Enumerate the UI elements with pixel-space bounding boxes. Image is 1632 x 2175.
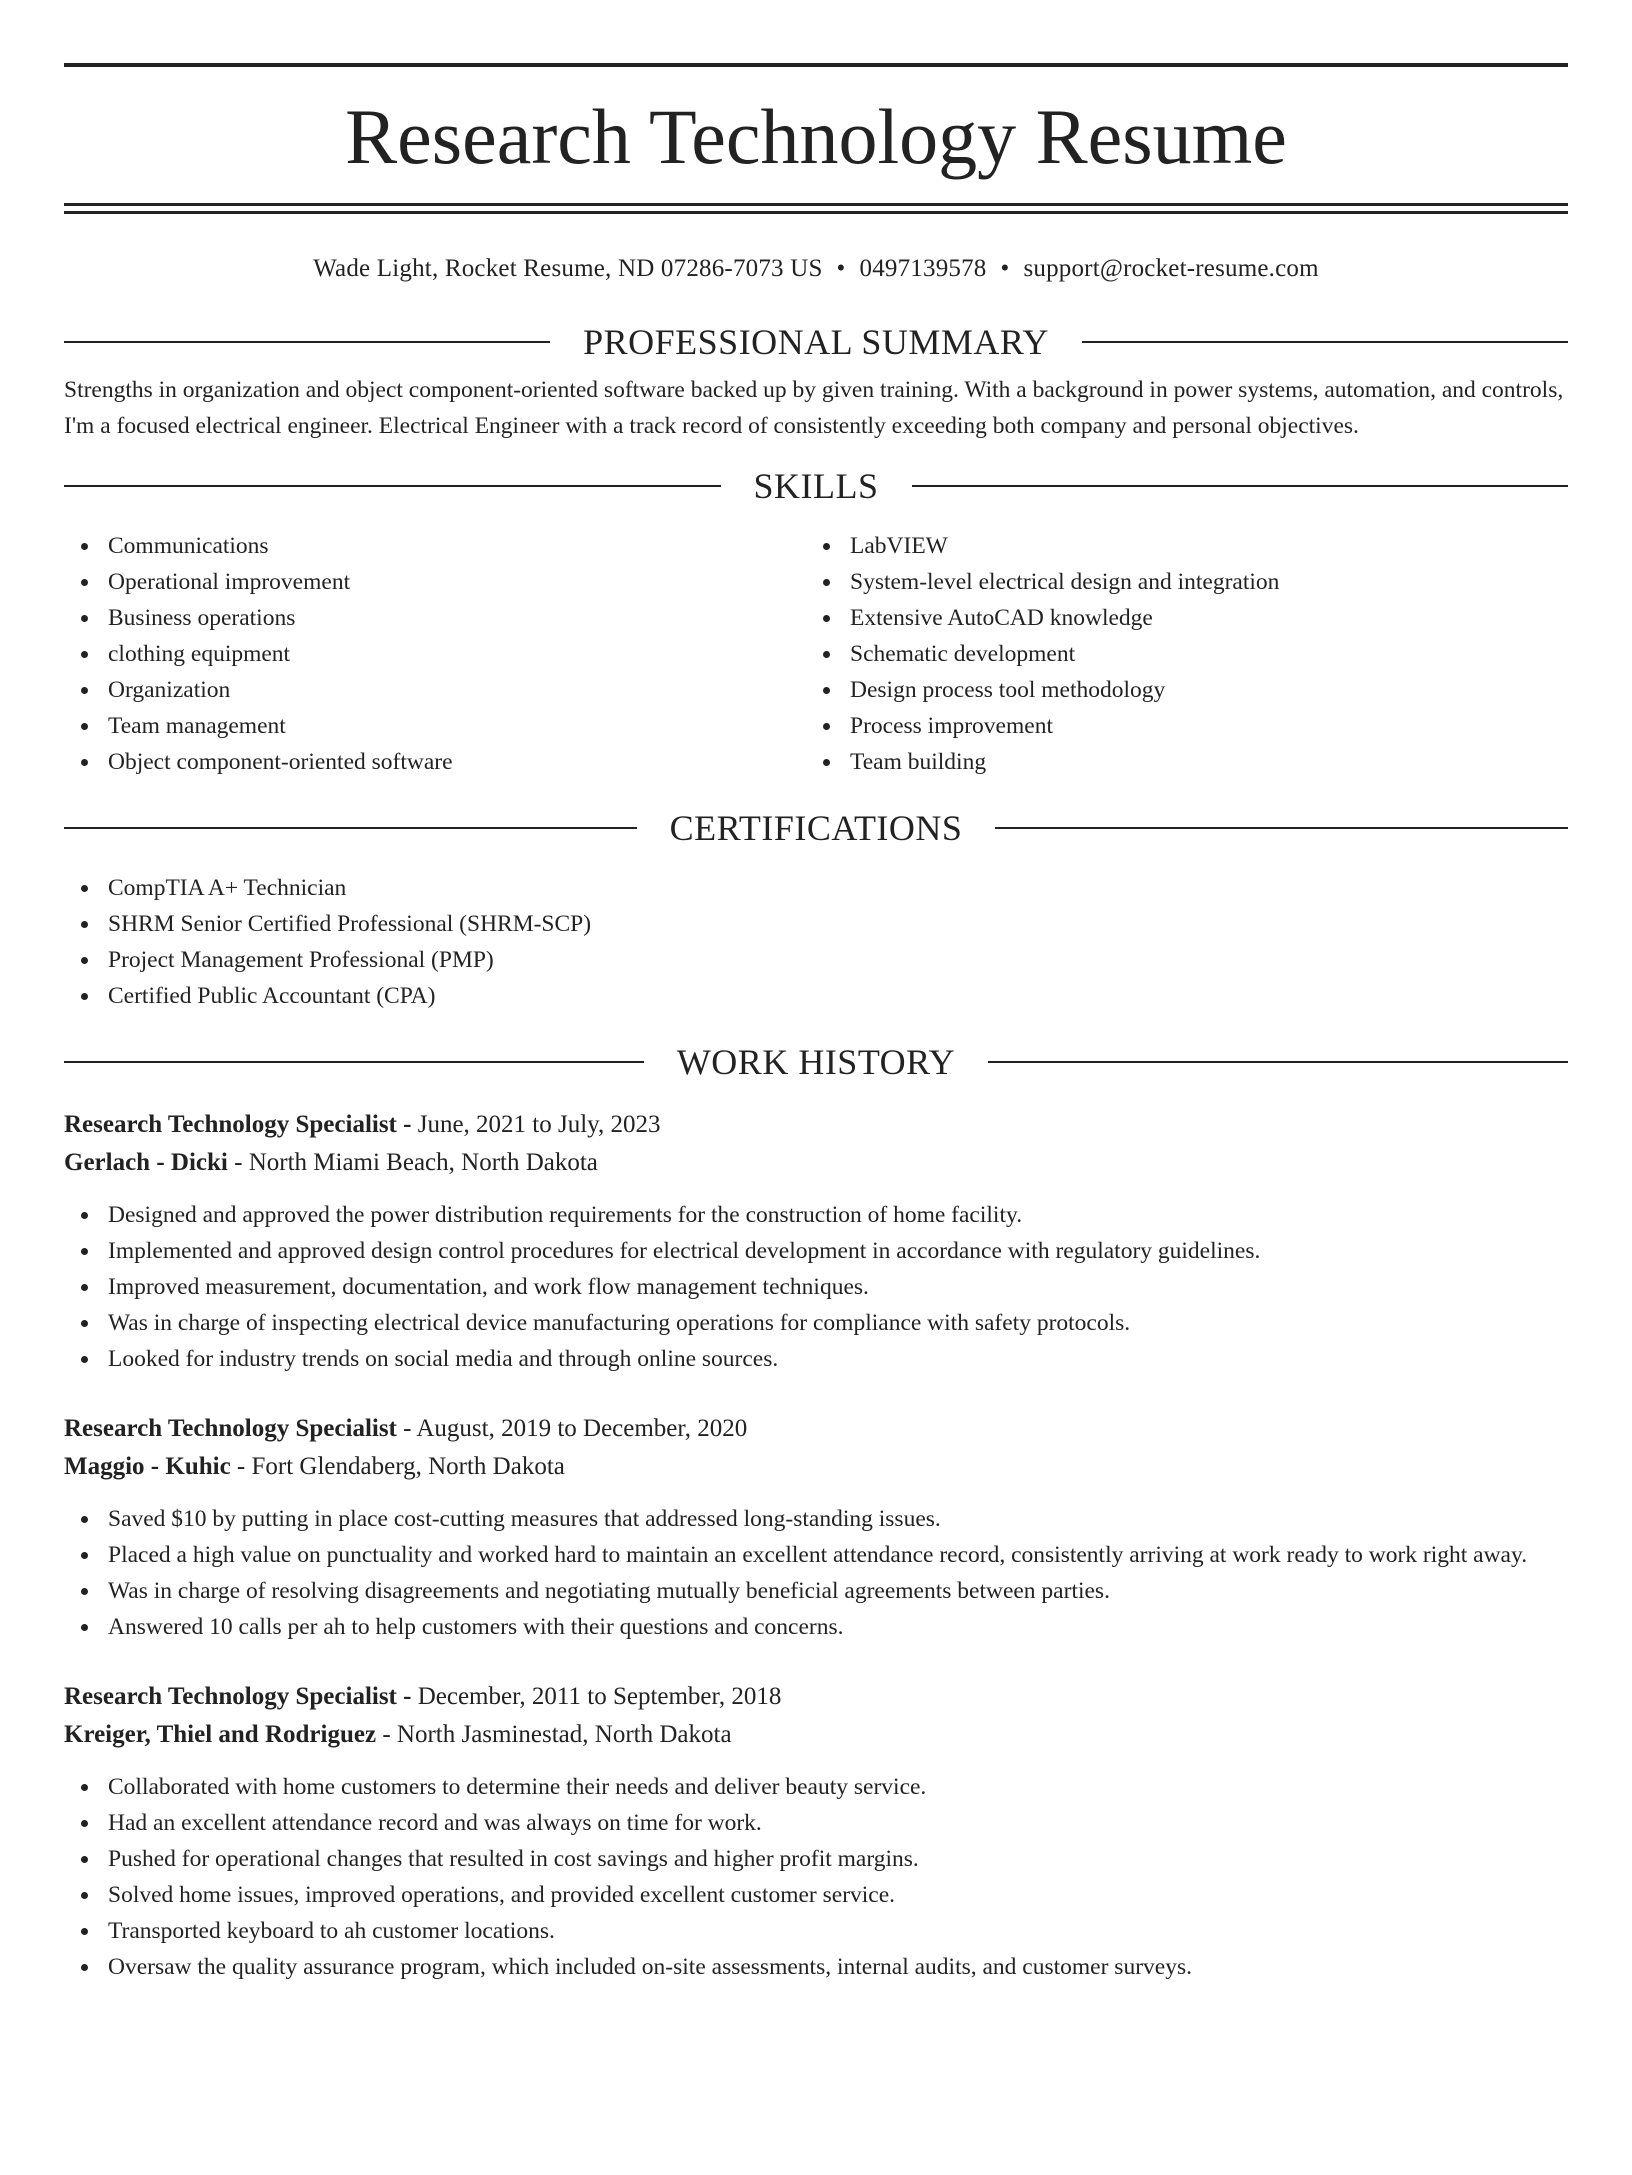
job-bullet: Answered 10 calls per ah to help customers with their questions and concerns. <box>64 1609 1568 1645</box>
skill-item: LabVIEW <box>806 528 1548 564</box>
job-bullet: Transported keyboard to ah customer locations. <box>64 1913 1568 1949</box>
skill-item: Communications <box>64 528 806 564</box>
work-history-heading-label: WORK HISTORY <box>676 1042 956 1082</box>
heading-rule-left <box>64 827 637 829</box>
heading-rule-left <box>64 341 550 343</box>
skill-item: Business operations <box>64 600 806 636</box>
job-entry <box>64 1106 1568 1377</box>
skill-item: Process improvement <box>806 708 1548 744</box>
heading-rule-left <box>64 485 721 487</box>
job-bullet: Collaborated with home customers to determine their needs and deliver beauty service. <box>64 1769 1568 1805</box>
skill-item: Extensive AutoCAD knowledge <box>806 600 1548 636</box>
job-company-line: Maggio - Kuhic - Fort Glendaberg, North Dakota <box>64 1453 565 1480</box>
skill-item: Organization <box>64 672 806 708</box>
summary-heading <box>64 322 1568 362</box>
job-bullets <box>64 1769 1568 1985</box>
skill-item: Object component-oriented software <box>64 744 806 780</box>
work-history-heading <box>64 1042 1568 1082</box>
job-company: Kreiger, Thiel and Rodriguez <box>64 1721 377 1748</box>
summary-heading-label: PROFESSIONAL SUMMARY <box>583 322 1049 362</box>
job-dates: June, 2021 to July, 2023 <box>417 1111 661 1138</box>
heading-rule-left <box>64 1061 644 1063</box>
heading-rule-right <box>1082 341 1568 343</box>
skills-columns <box>64 528 1568 780</box>
job-company: Maggio - Kuhic <box>64 1453 231 1480</box>
job-entry <box>64 1410 1568 1645</box>
skills-heading-label: SKILLS <box>753 466 879 506</box>
skill-item: Operational improvement <box>64 564 806 600</box>
resume-title: Research Technology Resume <box>345 93 1287 180</box>
certification-item: CompTIA A+ Technician <box>64 870 1568 906</box>
contact-phone: 0497139578 <box>859 255 987 282</box>
certification-item: SHRM Senior Certified Professional (SHRM-SCP) <box>64 906 1568 942</box>
job-location: North Miami Beach, North Dakota <box>248 1149 598 1176</box>
job-bullet: Was in charge of inspecting electrical device manufacturing operations for compliance with safety protocols. <box>64 1305 1568 1341</box>
job-bullet: Oversaw the quality assurance program, which included on-site assessments, internal audits, and customer surveys. <box>64 1949 1568 1985</box>
skills-list-left <box>64 528 806 780</box>
skill-item: Schematic development <box>806 636 1548 672</box>
contact-separator: • <box>836 255 846 282</box>
job-title-line: Research Technology Specialist - December, 2011 to September, 2018 <box>64 1683 782 1710</box>
certification-item: Project Management Professional (PMP) <box>64 942 1568 978</box>
job-bullet: Solved home issues, improved operations, and provided excellent customer service. <box>64 1877 1568 1913</box>
contact-line <box>64 254 1568 284</box>
job-bullet: Saved $10 by putting in place cost-cutting measures that addressed long-standing issues. <box>64 1501 1568 1537</box>
skills-heading <box>64 466 1568 506</box>
job-company: Gerlach - Dicki <box>64 1149 228 1176</box>
job-dates: August, 2019 to December, 2020 <box>416 1415 748 1442</box>
job-title: Research Technology Specialist <box>64 1415 397 1442</box>
job-location: Fort Glendaberg, North Dakota <box>251 1453 565 1480</box>
job-bullet: Placed a high value on punctuality and worked hard to maintain an excellent attendance record, consistently arriving at work ready to work right away. <box>64 1537 1568 1573</box>
job-bullet: Improved measurement, documentation, and work flow management techniques. <box>64 1269 1568 1305</box>
job-entry <box>64 1678 1568 1985</box>
certification-item: Certified Public Accountant (CPA) <box>64 978 1568 1014</box>
summary-text: Strengths in organization and object component-oriented software backed up by given training. With a background in power systems, automation, and controls, I'm a focused electrical engineer. Electrical Engineer with a track record of consistently exceeding both company and personal objectives. <box>64 377 1564 439</box>
heading-rule-right <box>912 485 1569 487</box>
resume-page <box>0 63 1632 2175</box>
job-company-line: Kreiger, Thiel and Rodriguez - North Jasminestad, North Dakota <box>64 1721 732 1748</box>
job-title: Research Technology Specialist <box>64 1111 397 1138</box>
contact-address: Wade Light, Rocket Resume, ND 07286-7073 US <box>313 255 823 282</box>
job-title-line: Research Technology Specialist - August, 2019 to December, 2020 <box>64 1415 748 1442</box>
heading-rule-right <box>995 827 1568 829</box>
skill-item: Design process tool methodology <box>806 672 1548 708</box>
certifications-heading <box>64 808 1568 848</box>
certifications-list <box>64 870 1568 1014</box>
job-title-line: Research Technology Specialist - June, 2021 to July, 2023 <box>64 1111 661 1138</box>
job-title: Research Technology Specialist <box>64 1683 397 1710</box>
job-bullets <box>64 1501 1568 1645</box>
skill-item: clothing equipment <box>64 636 806 672</box>
skill-item: System-level electrical design and integration <box>806 564 1548 600</box>
skill-item: Team management <box>64 708 806 744</box>
job-location: North Jasminestad, North Dakota <box>396 1721 732 1748</box>
certifications-heading-label: CERTIFICATIONS <box>669 808 963 848</box>
skill-item: Team building <box>806 744 1548 780</box>
job-bullet: Designed and approved the power distribution requirements for the construction of home facility. <box>64 1197 1568 1233</box>
job-dates: December, 2011 to September, 2018 <box>417 1683 782 1710</box>
skills-list-right <box>806 528 1548 780</box>
job-bullets <box>64 1197 1568 1377</box>
job-bullet: Pushed for operational changes that resulted in cost savings and higher profit margins. <box>64 1841 1568 1877</box>
contact-separator: • <box>1000 255 1010 282</box>
heading-rule-right <box>988 1061 1568 1063</box>
job-bullet: Was in charge of resolving disagreements and negotiating mutually beneficial agreements between parties. <box>64 1573 1568 1609</box>
job-bullet: Had an excellent attendance record and was always on time for work. <box>64 1805 1568 1841</box>
job-bullet: Looked for industry trends on social media and through online sources. <box>64 1341 1568 1377</box>
job-bullet: Implemented and approved design control procedures for electrical development in accordance with regulatory guidelines. <box>64 1233 1568 1269</box>
job-company-line: Gerlach - Dicki - North Miami Beach, North Dakota <box>64 1149 598 1176</box>
contact-email: support@rocket-resume.com <box>1023 255 1319 282</box>
title-double-rule <box>64 203 1568 214</box>
